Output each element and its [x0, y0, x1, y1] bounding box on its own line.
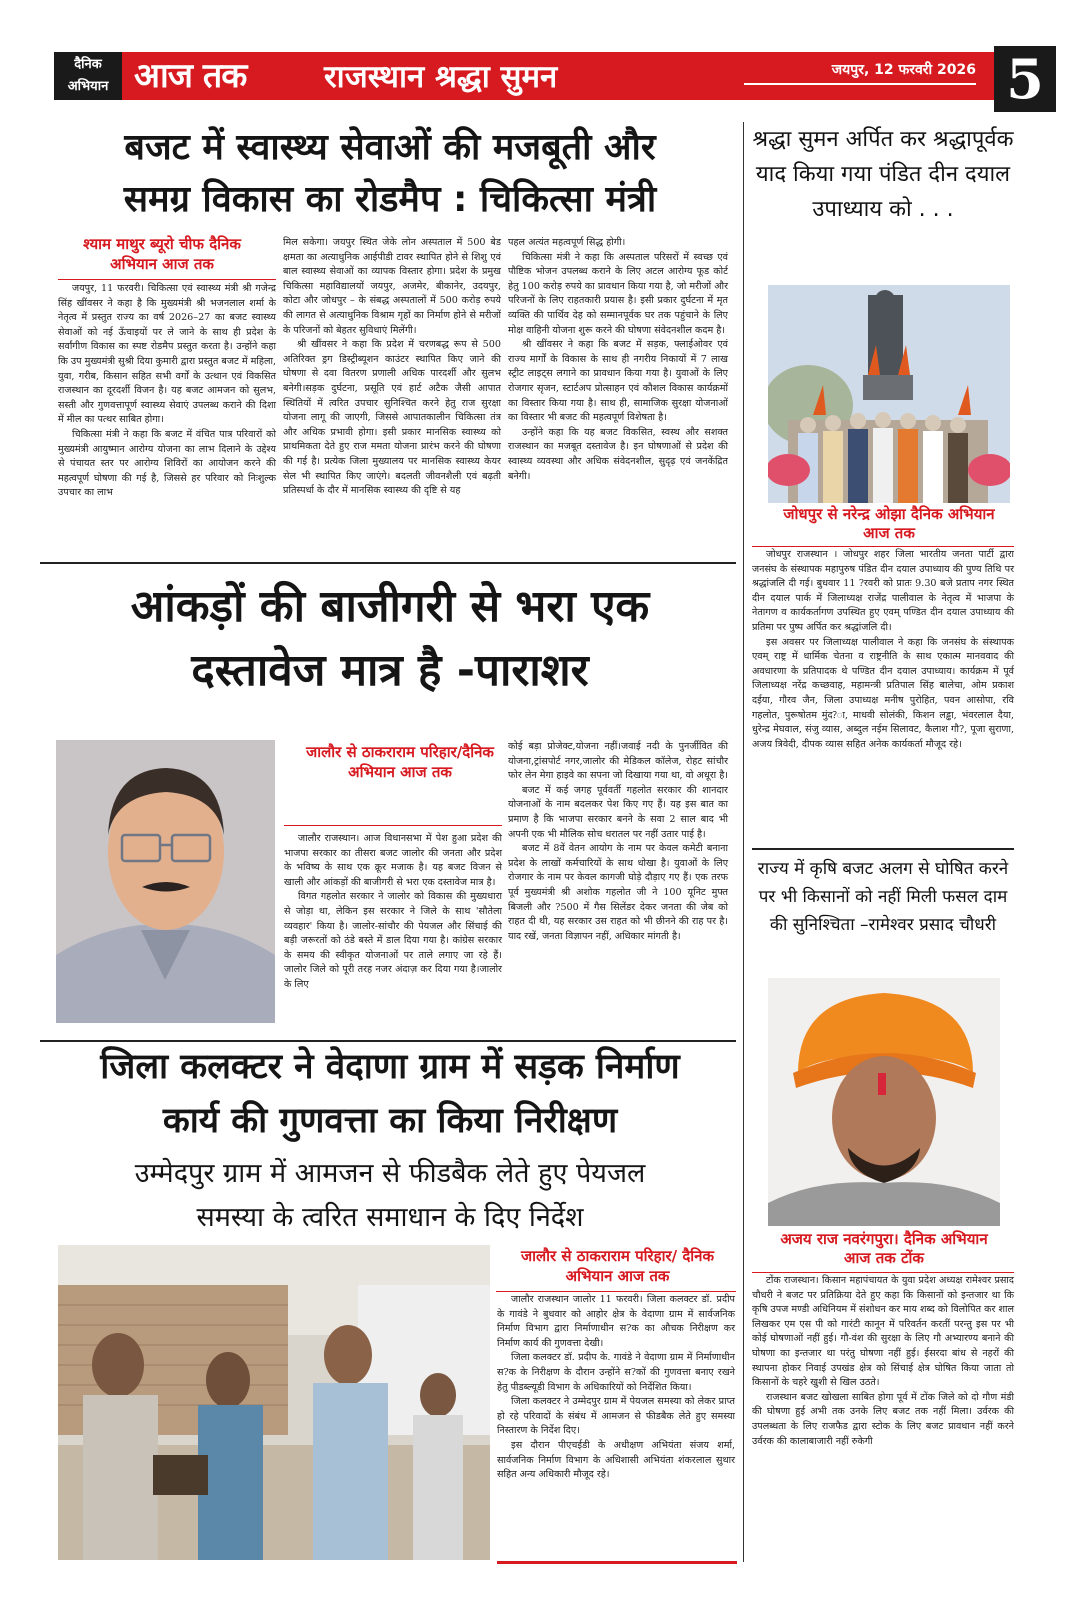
portrait-photo	[768, 978, 1000, 1226]
paragraph: जालौर राजस्थान। आज विधानसभा में पेश हुआ प्रदेश की भाजपा सरकार का तीसरा बजट जालोर की जनता और प्रदेश के भविष्य के साथ एक क्रूर मजाक है। यह बजट विजन से खाली और आंकड़ों की बाजीगरी से भरा एक दस्तावेज मात्र है।	[284, 833, 502, 888]
paragraph: मिल सकेगा। जयपुर स्थित जेके लोन अस्पताल में 500 बेड क्षमता का अत्याधुनिक आईपीडी टावर स्थापित होने से शिशु एवं बाल स्वास्थ्य सेवाओं का व्यापक विस्तार होगा। प्रदेश के प्रमुख चिकित्सा महाविद्यालयों जयपुर, अजमेर, बीकानेर, उदयपुर, कोटा और जोधपुर – के संबद्ध अस्पतालों में 500 करोड़ रुपये की लागत से अत्याधुनिक विश्राम गृहों का निर्माण होने से मरीजों के परिजनों को बेहतर सुविधाएं मिलेंगी।	[283, 237, 501, 336]
tribute-image-icon	[768, 285, 1010, 503]
headline-line-1: जिला कलक्टर ने वेदाणा ग्राम में सड़क निर्माण	[100, 1047, 680, 1087]
column-2	[508, 740, 728, 944]
headline	[40, 575, 740, 703]
column-2	[283, 236, 501, 499]
brand-logo: आज तक	[134, 56, 247, 96]
headline-line-1: बजट में स्वास्थ्य सेवाओं की मजबूती और	[124, 127, 656, 168]
tribute-photo	[768, 285, 1010, 503]
paragraph: बजट में 8वें वेतन आयोग के नाम पर केवल कमेटी बनाना प्रदेश के लाखों कर्मचारियों के साथ धोखा है। युवाओं के लिए रोजगार के नाम पर केवल कागजी घोड़े दौड़ाए गए हैं। एक तरफ पूर्व मुख्यमंत्री श्री अशोक गहलोत जी ने 100 यूनिट मुफ्त बिजली और ?500 में गैस सिलेंडर देकर जनता की जेब को राहत दी थी, यह सरकार उस राहत को भी छीनने की राह पर है। याद रखें, जनता विज्ञापन नहीं, अधिकार मांगती है।	[508, 843, 728, 942]
paragraph: चिकित्सा मंत्री ने कहा कि अस्पताल परिसरों में स्वच्छ एवं पौष्टिक भोजन उपलब्ध कराने के लिए अटल आरोग्य फूड कोर्ट हेतु 100 करोड़ रुपये का प्रावधान किया गया है, जो मरीजों और परिजनों के लिए राहतकारी प्रयास है। इसी प्रकार दुर्घटना में मृत व्यक्ति की पार्थिव देह को सम्मानपूर्वक घर तक पहुंचाने के लिए मोक्ष वाहिनी योजना शुरू करने की घोषणा संवेदनशील कदम है।	[508, 251, 728, 336]
subheadline	[40, 1152, 740, 1240]
brand-logo-small	[54, 52, 122, 100]
headline-line-2: दस्तावेज मात्र है -पाराशर	[191, 645, 589, 696]
paragraph: जालौर राजस्थान जालोर 11 फरवरी। जिला कलक्टर डॉ. प्रदीप के गावंडे ने बुधवार को आहोर क्षेत्र के वेदाणा ग्राम में सार्वजनिक निर्माण विभाग द्वारा निर्माणाधीन स?क का औचक निरीक्षण कर निर्माण कार्य की गुणवत्ता देखी।	[497, 1294, 735, 1349]
column-1	[58, 282, 276, 501]
byline: जालौर से ठाकराराम परिहार/दैनिक अभियान आज तक	[306, 743, 494, 781]
paragraph: जयपुर, 11 फरवरी। चिकित्सा एवं स्वास्थ्य मंत्री श्री गजेन्द्र सिंह खींवसर ने कहा है कि मुख्यमंत्री श्री भजनलाल शर्मा के नेतृत्व में प्रस्तुत राज्य का वर्ष 2026–27 का बजट स्वास्थ्य सेवाओं को नई ऊँचाइयों पर ले जाने के साथ ही प्रदेश के सर्वांगीण विकास का स्पष्ट रोडमैप प्रस्तुत करता है। उन्होंने कहा कि उप मुख्यमंत्री सुश्री दिया कुमारी द्वारा प्रस्तुत बजट में महिला, युवा, गरीब, किसान सहित सभी वर्गों के उत्थान एवं विकसित राजस्थान का दूरदर्शी विजन है। यह बजट आमजन को सुलभ, सस्ती और गुणवत्तापूर्ण स्वास्थ्य सेवाएं उपलब्ध कराने की दिशा में मील का पत्थर साबित होगा।	[58, 283, 276, 426]
headline-line-2: कार्य की गुणवत्ता का किया निरीक्षण	[162, 1101, 618, 1141]
headline-line-1: आंकड़ों की बाजीगरी से भरा एक	[130, 581, 650, 632]
paragraph: चिकित्सा मंत्री ने कहा कि बजट में वंचित पात्र परिवारों को मुख्यमंत्री आयुष्मान आरोग्य योजना का लाभ दिलाने के उद्देश्य से पंचायत स्तर पर आरोग्य शिविरों का आयोजन करने की महत्वपूर्ण घोषणा की गई है, जिससे हर परिवार को निःशुल्क उपचार का लाभ	[58, 428, 276, 499]
headline	[40, 1040, 740, 1148]
headline	[40, 122, 740, 226]
brand-small-bottom: अभियान	[67, 79, 109, 94]
dateline: जयपुर, 12 फरवरी 2026	[744, 60, 976, 85]
column-1	[284, 832, 502, 993]
headline: राज्य में कृषि बजट अलग से घोषित करने पर भी किसानों को नहीं मिली फसल दाम की सुनिश्चिता –रामेश्वर प्रसाद चौधरी	[757, 859, 1009, 935]
column	[752, 548, 1014, 752]
byline-rule	[752, 546, 1014, 547]
masthead	[54, 47, 1044, 111]
paragraph: जिला कलक्टर ने उम्मेदपुर ग्राम में पेयजल समस्या को लेकर प्राप्त हो रहे परिवादों के संबंध में आमजन से फीडबैक लेते हुए समस्या निस्तारण के निर्देश दिए।	[497, 1396, 735, 1437]
section-title: राजस्थान श्रद्धा सुमन	[324, 59, 558, 95]
byline: जोधपुर से नरेन्द्र ओझा दैनिक अभियान आज तक	[783, 505, 995, 542]
inspection-photo	[58, 1245, 490, 1560]
paragraph: उन्होंने कहा कि यह बजट विकसित, स्वस्थ और सशक्त राजस्थान का मजबूत दस्तावेज है। इन घोषणाओं से प्रदेश की स्वास्थ्य व्यवस्था और अधिक संवेदनशील, सुदृढ़ एवं जनकेंद्रित बनेगी।	[508, 426, 728, 482]
paragraph: कोई बड़ा प्रोजेक्ट,योजना नहीं।जवाई नदी के पुनर्जीवित की योजना,ट्रांसपोर्ट नगर,जालोर की मेडिकल कॉलेज, रोहट सांचौर फोर लेन मेगा हाइवे का सपना जो दिखाया गया था, वो अधूरा है।	[508, 741, 728, 782]
headline-line-2: समग्र विकास का रोडमैप : चिकित्सा मंत्री	[123, 179, 657, 220]
headline: श्रद्धा सुमन अर्पित कर श्रद्धापूर्वक याद किया गया पंडित दीन दयाल उपाध्याय को . . .	[752, 127, 1014, 222]
section-divider	[40, 562, 736, 564]
paragraph: बजट में कई जगह पूर्ववर्ती गहलोत सरकार की शानदार योजनाओं के नाम बदलकर पेश किए गए हैं। यह इस बात का प्रमाण है कि भाजपा सरकार बनने के सवा 2 साल बाद भी अपनी एक भी मौलिक सोच धरातल पर नहीं उतार पाई है।	[508, 784, 728, 840]
byline: अजय राज नवरंगपुरा। दैनिक अभियान आज तक टोंक	[780, 1230, 988, 1267]
paragraph: इस दौरान पीएचईडी के अधीक्षण अभियंता संजय शर्मा, सार्वजनिक निर्माण विभाग के अधिशासी अभियंता शंकरलाल सुथार सहित अन्य अधिकारी मौजूद रहे।	[497, 1439, 735, 1481]
bottom-red-rule	[497, 1561, 737, 1564]
byline-rule	[496, 1291, 736, 1292]
paragraph: टोंक राजस्थान। किसान महापंचायत के युवा प्रदेश अध्यक्ष रामेश्वर प्रसाद चौधरी ने बजट पर प्रतिक्रिया देते हुए कहा कि किसानों को इन्तजार था कि कृषि उपज मण्डी अधिनियम में संशोधन कर माय शब्द को विलोपित कर शाल लिखकर एम एस पी को गारंटी कानून में परिवर्तन करतीं परन्तु इस पर भी कोई घोषणाओं नहीं हुई। गौ-वंश की सुरक्षा के लिए गौ अभ्यारण्य बनाने की घोषणा का इन्तजार था परंतु घोषणा नहीं हुई। ईसरदा बांध से नहरों की स्थापना होकर निवाई उपखंड क्षेत्र को सिंचाई क्षेत्र घोषित किया जाता तो किसानों के चहरे खुशी से खिल उठते।	[752, 1275, 1014, 1389]
byline: जालौर से ठाकराराम परिहार/ दैनिक अभियान आज तक	[520, 1247, 715, 1285]
paragraph: जिला कलक्टर डॉ. प्रदीप के. गावंडे ने वेदाणा ग्राम में निर्माणाधीन स?क के निरीक्षण के दौरान उन्होंने स?कों की गुणवत्ता बनाए रखने हेतु पीडब्ल्यूडी विभाग के अधिकारियों को निर्देशित किया।	[497, 1352, 735, 1393]
byline-rule	[284, 825, 502, 826]
subheadline-line-1: उम्मेदपुर ग्राम में आमजन से फीडबैक लेते हुए पेयजल	[134, 1158, 646, 1189]
portrait-photo	[56, 740, 275, 1023]
paragraph: जोधपुर राजस्थान । जोधपुर शहर जिला भारतीय जनता पार्टी द्वारा जनसंघ के संस्थापक महापुरुष पंडित दीन दयाल उपाध्याय की पुण्य तिथि पर श्रद्धांजलि दी गई। बुधवार 11 ?रवरी को प्रातः 9.30 बजे प्रताप नगर स्थित दीन दयाल पार्क में जिलाध्यक्ष राजेंद्र पालीवाल के नेतृत्व में भाजपा के नेतागण व कार्यकर्तागण उपस्थित हुए एवम् पण्डित दीन दयाल उपाध्याय की प्रतिमा पर पुष्प अर्पित कर श्रद्धांजलि दी।	[752, 549, 1014, 633]
portrait-image-icon	[768, 978, 1000, 1226]
subheadline-line-2: समस्या के त्वरित समाधान के दिए निर्देश	[196, 1202, 584, 1233]
byline-rule	[752, 1272, 1014, 1273]
paragraph: श्री खींवसर ने कहा कि बजट में सड़क, फ्लाईओवर एवं राज्य मार्गों के विकास के साथ ही नगरीय निकायों में 7 लाख स्ट्रीट लाइट्स लगाने का प्रावधान किया गया है। युवाओं के लिए रोजगार सृजन, स्टार्टअप प्रोत्साहन एवं कौशल विकास कार्यक्रमों का विस्तार किया गया है। साथ ही, सामाजिक सुरक्षा योजनाओं का विस्तार भी बजट की महत्वपूर्ण विशेषता है।	[508, 339, 728, 424]
inspection-image-icon	[58, 1245, 490, 1560]
paragraph: विगत गहलोत सरकार ने जालोर को विकास की मुख्यधारा से जोड़ा था, लेकिन इस सरकार ने जिले के साथ 'सौतेला व्यवहार' किया है। जालोर-सांचौर की पेयजल और सिंचाई की बड़ी जरूरतों को ठंडे बस्ते में डाल दिया गया है। कांग्रेस सरकार के समय की स्वीकृत योजनाओं पर ताले लगाए जा रहे हैं। जालोर जिले को पूरी तरह नजर अंदाज़ कर दिया गया है।जालोर के लिए	[284, 891, 502, 990]
column-1	[497, 1293, 735, 1483]
paragraph: श्री खींवसर ने कहा कि प्रदेश में चरणबद्ध रूप से 500 अतिरिक्त ड्रग डिस्ट्रीब्यूशन काउंटर स्थापित किए जाने की घोषणा से दवा वितरण प्रणाली अधिक पारदर्शी और सुलभ बनेगी।सड़क दुर्घटना, प्रसूति एवं हार्ट अटैक जैसी आपात स्थितियों में त्वरित उपचार सुनिश्चित करने हेतु राज सुरक्षा योजना लागू की जाएगी, जिससे आपातकालीन चिकित्सा तंत्र और अधिक प्रभावी होगा। इसी प्रकार मानसिक स्वास्थ्य को प्राथमिकता देते हुए राज ममता योजना प्रारंभ करने की घोषणा की गई है। प्रत्येक जिला मुख्यालय पर मानसिक स्वास्थ्य केयर सेल भी स्थापित किए जाएंगे। बदलती जीवनशैली एवं बढ़ती प्रतिस्पर्धा के दौर में मानसिक स्वास्थ्य की दृष्टि से यह	[283, 339, 501, 497]
brand-small-top: दैनिक	[74, 57, 102, 72]
section-divider	[752, 848, 1014, 850]
column-separator	[743, 122, 744, 1562]
byline-rule	[58, 279, 276, 280]
paragraph: पहल अत्यंत महत्वपूर्ण सिद्ध होगी।	[508, 237, 626, 248]
byline: श्याम माथुर ब्यूरो चीफ दैनिक अभियान आज तक	[83, 235, 241, 273]
paragraph: राजस्थान बजट खोखला साबित होगा पूर्व में टोंक जिले को दो गौण मंडी की घोषणा हुई अभी तक उनके लिए बजट तक नहीं मिला। उर्वरक की उपलब्धता के लिए राजफैड द्वारा स्टोक के लिए बजट प्रावधान नहीं करने उर्वरक की कालाबाजारी नहीं रुकेगी	[752, 1391, 1014, 1447]
column-3	[508, 236, 728, 484]
paragraph: इस अवसर पर जिलाध्यक्ष पालीवाल ने कहा कि जनसंघ के संस्थापक एवम् राष्ट्र में धार्मिक चेतना व राष्ट्रनीति के साथ एकात्म मानववाद की अवधारणा के प्रतिपादक थे पण्डित दीन दयाल उपाध्याय। कार्यक्रम में पूर्व जिलाध्यक्ष नरेंद्र कच्छवाह, महामन्त्री प्रतिपाल सिंह बालेचा, ओम प्रकाश दईया, गौरव जैन, जिला उपाध्यक्ष मनीष पुरोहित, पवन आसोपा, रवि गहलोत, पुरूषोतम मुंद?ा, माधवी सोलंकी, किशन लड्ढा, भंवरलाल दैया, धुरेन्द्र मेघवाल, संजु व्यास, अब्दुल नईम सिलावट, कैलाश गौ?, पूजा सुराणा, अजय त्रिवेदी, दीपक व्यास सहित अनेक कार्यकर्ता मौजूद रहे।	[752, 636, 1014, 750]
portrait-image-icon	[56, 740, 275, 1023]
page-number: 5	[994, 46, 1056, 112]
column	[752, 1274, 1014, 1449]
